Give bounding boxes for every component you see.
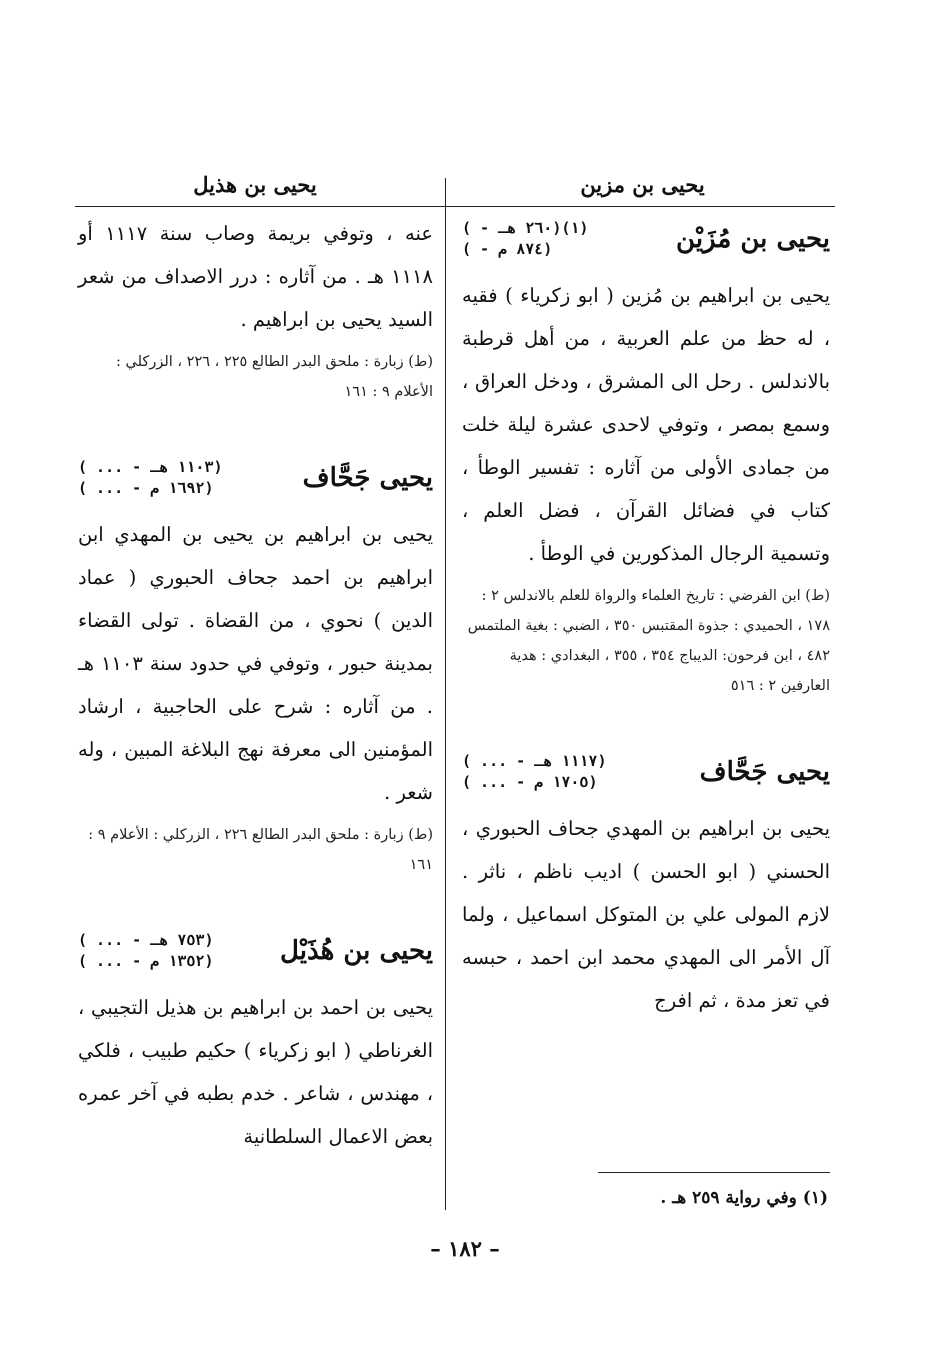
dates-gregorian: ( ... - ١٣٥٢ م) bbox=[78, 952, 214, 970]
entry-text: يحيى بن ابراهيم بن المهدي جحاف الحبوري ، الحسني ( ابو الحسن ) اديب ناظم ، ناثر . لازم المولى علي بن المتوكل اسماعيل ، ولما آل الأمر الى المهدي محمد ابن احمد ، حبسه في تعز مدة ، ثم افرج bbox=[462, 817, 830, 1012]
footnote: (١) وفي رواية ٢٥٩ هـ . bbox=[660, 1188, 828, 1208]
dates-gregorian: ( - ٨٧٤ م) bbox=[462, 240, 553, 258]
continuation-text: عنه ، وتوفي بريمة وصاب سنة ١١١٧ أو ١١١٨ هـ . من آثاره : درر الاصداف من شعر السيد يحيى بن ابراهيم . bbox=[78, 222, 433, 331]
entry-dates bbox=[78, 930, 213, 972]
entry-name: يحيى بن هُذَيْل bbox=[280, 936, 433, 966]
entry-sources: (ط) زبارة : ملحق البدر الطالع ٢٢٦ ، الزركلي : الأعلام ٩ : ١٦١ bbox=[88, 827, 433, 873]
entry-gap bbox=[78, 880, 433, 924]
entry-text: يحيى بن ابراهيم بن يحيى بن المهدي ابن ابراهيم بن احمد جحاف الحبوري ( عماد الدين ) نحوي ، من القضاة . تولى القضاء بمدينة حبور ، وتوفي في حدود سنة ١١٠٣ هـ . من آثاره : شرح على الحاجبية ، ارشاد المؤمنين الى معرفة نهج البلاغة المبين ، وله شعر . bbox=[78, 523, 433, 804]
entry-header-ibn-hudhayl bbox=[78, 930, 433, 972]
entry-header-jahhaf-1103 bbox=[78, 457, 433, 499]
entry-name: يحيى بن مُزَيْن bbox=[676, 224, 830, 254]
entry-dates bbox=[462, 751, 607, 793]
entry-header-jahhaf-1117 bbox=[462, 751, 830, 793]
column-divider bbox=[445, 178, 446, 1210]
entry-dates bbox=[78, 457, 223, 499]
dates-hijri: ( ... - ١١١٧ هـ) bbox=[462, 752, 607, 770]
entry-sources: (ط) ابن الفرضي : تاريخ العلماء والرواة للعلم بالاندلس ٢ : ١٧٨ ، الحميدي : جذوة المقتبس ٣٥٠ ، الضبي : بغية الملتمس ٤٨٢ ، ابن فرحون: الديباج ٣٥٤ ، ٣٥٥ ، البغدادي : هدية العارفين ٢ : ٥١٦ bbox=[467, 588, 830, 694]
dates-hijri: ( ... - ١١٠٣ هـ) bbox=[78, 458, 223, 476]
page-number: – ١٨٢ – bbox=[430, 1236, 500, 1261]
header-rule bbox=[75, 206, 835, 207]
right-column bbox=[462, 212, 830, 1022]
entry-dates bbox=[462, 218, 588, 260]
dates-gregorian: ( ... - ١٧٠٥ م) bbox=[462, 773, 598, 791]
dates-hijri: ( - ٢٦٠ هـ)(١) bbox=[462, 219, 589, 237]
dates-hijri: ( ... - ٧٥٣ هـ) bbox=[78, 931, 214, 949]
continuation-sources: (ط) زبارة : ملحق البدر الطالع ٢٢٥ ، ٢٢٦ ، الزركلي : الأعلام ٩ : ١٦١ bbox=[116, 354, 433, 400]
footnote-rule bbox=[598, 1172, 830, 1173]
entry-name: يحيى جَحَّاف bbox=[302, 463, 433, 493]
running-head-left: يحيى بن هذيل bbox=[193, 172, 317, 197]
entry-gap bbox=[78, 407, 433, 451]
entry-gap bbox=[462, 701, 830, 745]
entry-name: يحيى جَحَّاف bbox=[699, 757, 830, 787]
entry-header-ibn-muzayn bbox=[462, 218, 830, 260]
dates-gregorian: ( ... - ١٦٩٢ م) bbox=[78, 479, 214, 497]
entry-text: يحيى بن ابراهيم بن مُزين ( ابو زكرياء ) فقيه ، له حظ من علم العربية ، من أهل قرطبة بالاندلس . رحل الى المشرق ، ودخل العراق ، وسمع بمصر ، وتوفي لاحدى عشرة ليلة خلت من جمادى الأولى من آثاره : تفسير الوطأ ، كتاب في فضائل القرآن ، فضل العلم ، وتسمية الرجال المذكورين في الوطأ . bbox=[462, 284, 830, 565]
entry-text: يحيى بن احمد بن ابراهيم بن هذيل التجيبي ، الغرناطي ( ابو زكرياء ) حكيم طبيب ، فلكي ، مهندس ، شاعر . خدم بطبه في آخر عمره بعض الاعمال السلطانية bbox=[78, 996, 433, 1148]
left-column bbox=[78, 212, 433, 1158]
running-head-right: يحيى بن مزين bbox=[580, 172, 705, 197]
